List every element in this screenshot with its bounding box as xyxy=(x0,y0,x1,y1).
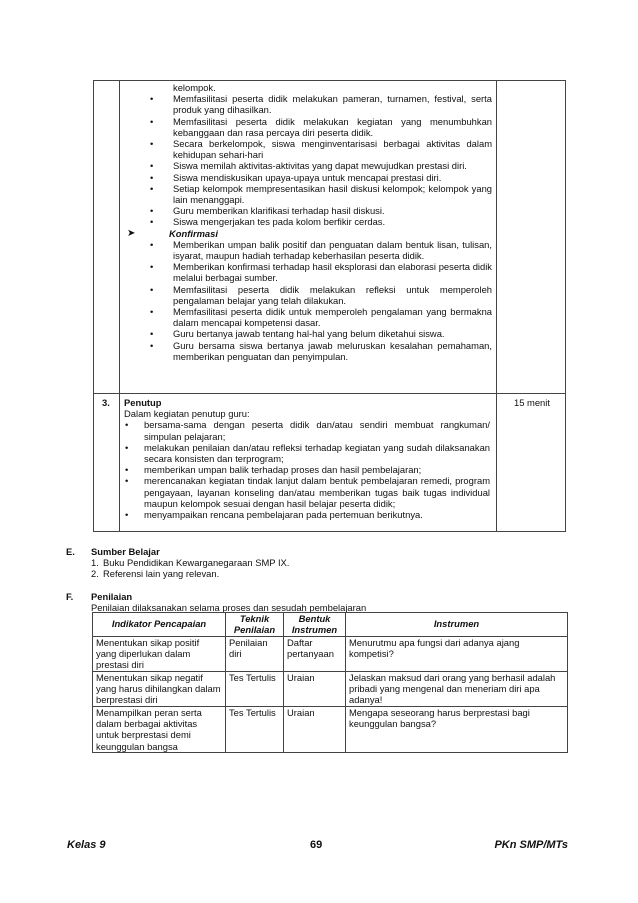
list-item: 2. Referensi lain yang relevan. xyxy=(91,568,220,580)
list-item: 1. Buku Pendidikan Kewarganegaraan SMP IX. xyxy=(91,557,290,569)
list-item: • menyampaikan rencana pembelajaran pada pertemuan berikutnya. xyxy=(125,509,423,521)
konfirmasi-heading: ➤ Konfirmasi xyxy=(127,227,218,239)
step-number: 3. xyxy=(94,394,120,532)
section-title: Sumber Belajar xyxy=(91,546,160,557)
bullet-icon: • xyxy=(125,419,129,431)
footer-subject-label: PKn SMP/MTs xyxy=(494,839,568,851)
kegiatan-table xyxy=(93,80,566,532)
list-item: • Secara berkelompok, siswa menginventarisasi berbagai aktivitas dalam kehidupan sehari-hari xyxy=(150,138,492,161)
bullet-icon: • xyxy=(150,261,154,273)
list-item: • Memfasilitasi peserta didik untuk memperoleh pengalaman yang bermakna dalam mencapai kompetensi dasar. xyxy=(150,306,492,329)
list-item: • Guru bersama siswa bertanya jawab meluruskan kesalahan pemahaman, memberikan penguatan dan penyimpulan. xyxy=(150,339,492,362)
list-item: • Memfasilitasi peserta didik melakukan kegiatan yang menumbuhkan kebanggaan dan rasa percaya diri peserta didik. xyxy=(150,115,492,138)
penilaian-intro: Penilaian dilaksanakan selama proses dan sesudah pembelajaran xyxy=(91,602,367,614)
bullet-icon: • xyxy=(150,205,154,217)
section-letter: F. xyxy=(66,591,74,602)
list-item: • Memberikan umpan balik positif dan penguatan dalam bentuk lisan, tulisan, isyarat, maupun hadiah terhadap keberhasilan peserta didik. xyxy=(150,238,492,262)
time-cell-empty xyxy=(497,81,566,394)
bullet-icon: • xyxy=(150,182,154,194)
bullet-icon: • xyxy=(150,93,154,105)
footer-class-label: Kelas 9 xyxy=(67,839,106,851)
instrumen-cell: Mengapa seseorang harus berprestasi bagi keunggulan bangsa? xyxy=(346,707,568,753)
teknik-cell: Tes Tertulis xyxy=(226,672,284,707)
bullet-icon: • xyxy=(125,509,129,521)
penilaian-section xyxy=(66,591,576,613)
bentuk-cell: Uraian xyxy=(284,672,346,707)
page-number: 69 xyxy=(310,839,323,851)
table-row xyxy=(93,707,568,753)
bullet-icon: • xyxy=(150,238,154,250)
bullet-icon: • xyxy=(150,171,154,183)
bullet-icon: • xyxy=(150,306,154,318)
kegiatan-row-penutup xyxy=(94,394,566,532)
column-header: Teknik Penilaian xyxy=(226,613,284,637)
bullet-icon: • xyxy=(150,283,154,295)
bullet-icon: • xyxy=(125,464,129,476)
sumber-belajar-section xyxy=(66,546,576,580)
list-item: • memberikan umpan balik terhadap proses dan hasil pembelajaran; xyxy=(125,464,422,476)
list-item: • bersama-sama dengan peserta didik dan/atau sendiri membuat rangkuman/ simpulan pelajaran; xyxy=(125,419,490,442)
list-item: • Memberikan konfirmasi terhadap hasil eksplorasi dan elaborasi peserta didik melalui berbagai sumber. xyxy=(150,261,492,284)
kegiatan-row-lanjutan xyxy=(94,81,566,394)
teknik-cell: Penilaian diri xyxy=(226,637,284,672)
penilaian-table xyxy=(92,612,568,753)
penutup-intro: Dalam kegiatan penutup guru: xyxy=(124,408,250,420)
konfirmasi-list xyxy=(125,239,492,362)
column-header: Indikator Pencapaian xyxy=(93,613,226,637)
list-item: • merencanakan kegiatan tindak lanjut dalam bentuk pembelajaran remedi, program pengayaan, layanan konseling dan/atau memberikan tugas baik tugas individual maupun kelompok sesuai dengan hasil belajar peserta didik; xyxy=(125,475,490,509)
list-item: • Memfasilitasi peserta didik melakukan refleksi untuk memperoleh pengalaman belajar yang telah dilakukan. xyxy=(150,283,492,306)
penutup-list xyxy=(124,419,490,520)
sumber-list xyxy=(91,557,576,579)
bullet-icon: • xyxy=(125,475,129,487)
penutup-title: Penutup xyxy=(124,397,162,408)
bullet-icon: • xyxy=(150,339,154,351)
bullet-icon: • xyxy=(150,328,154,340)
indikator-cell: Menampilkan peran serta dalam berbagai aktivitas untuk berprestasi demi keunggulan bangsa xyxy=(93,707,226,753)
penutup-cell xyxy=(120,394,497,532)
list-item: • Siswa mendiskusikan upaya-upaya untuk mencapai prestasi diri. xyxy=(150,171,442,183)
column-header: Instrumen xyxy=(346,613,568,637)
bullet-icon: • xyxy=(150,115,154,127)
elaborasi-list xyxy=(125,93,492,227)
bentuk-cell: Daftar pertanyaan xyxy=(284,637,346,672)
list-item: • Setiap kelompok mempresentasikan hasil diskusi kelompok; kelompok yang lain menanggapi. xyxy=(150,182,492,206)
bullet-icon: • xyxy=(150,216,154,228)
instrumen-cell: Menurutmu apa fungsi dari adanya ajang kompetisi? xyxy=(346,637,568,672)
no-cell-empty xyxy=(94,81,120,394)
list-item: • Guru bertanya jawab tentang hal-hal yang belum diketahui siswa. xyxy=(150,328,445,340)
instrumen-cell: Jelaskan maksud dari orang yang berhasil adalah pribadi yang mengenal dan meneriam diri apa adanya! xyxy=(346,672,568,707)
bullet-icon: • xyxy=(150,160,154,172)
bentuk-cell: Uraian xyxy=(284,707,346,753)
list-item: • Siswa mengerjakan tes pada kolom berfikir cerdas. xyxy=(150,216,386,228)
list-item: • melakukan penilaian dan/atau refleksi terhadap kegiatan yang sudah dilaksanakan secara konsisten dan terprogram; xyxy=(125,441,490,465)
list-item-continued: kelompok. xyxy=(173,82,216,93)
table-header-row xyxy=(93,613,568,637)
bullet-icon: • xyxy=(125,441,129,453)
teknik-cell: Tes Tertulis xyxy=(226,707,284,753)
table-row xyxy=(93,637,568,672)
list-item: • Memfasilitasi peserta didik melakukan pameran, turnamen, festival, serta produk yang dihasilkan. xyxy=(150,93,492,116)
bullet-icon: • xyxy=(150,138,154,150)
indikator-cell: Menentukan sikap positif yang diperlukan dalam prestasi diri xyxy=(93,637,226,672)
table-row xyxy=(93,672,568,707)
arrow-bullet-icon: ➤ xyxy=(127,227,136,239)
indikator-cell: Menentukan sikap negatif yang harus dihilangkan dalam berprestasi diri xyxy=(93,672,226,707)
aktivitas-cell xyxy=(120,81,497,394)
section-letter: E. xyxy=(66,546,75,557)
section-title: Penilaian xyxy=(91,591,133,602)
list-item: • Guru memberikan klarifikasi terhadap hasil diskusi. xyxy=(150,205,385,217)
column-header: Bentuk Instrumen xyxy=(284,613,346,637)
list-item: • Siswa memilah aktivitas-aktivitas yang dapat mewujudkan prestasi diri. xyxy=(150,160,467,172)
alokasi-waktu: 15 menit xyxy=(497,394,566,532)
